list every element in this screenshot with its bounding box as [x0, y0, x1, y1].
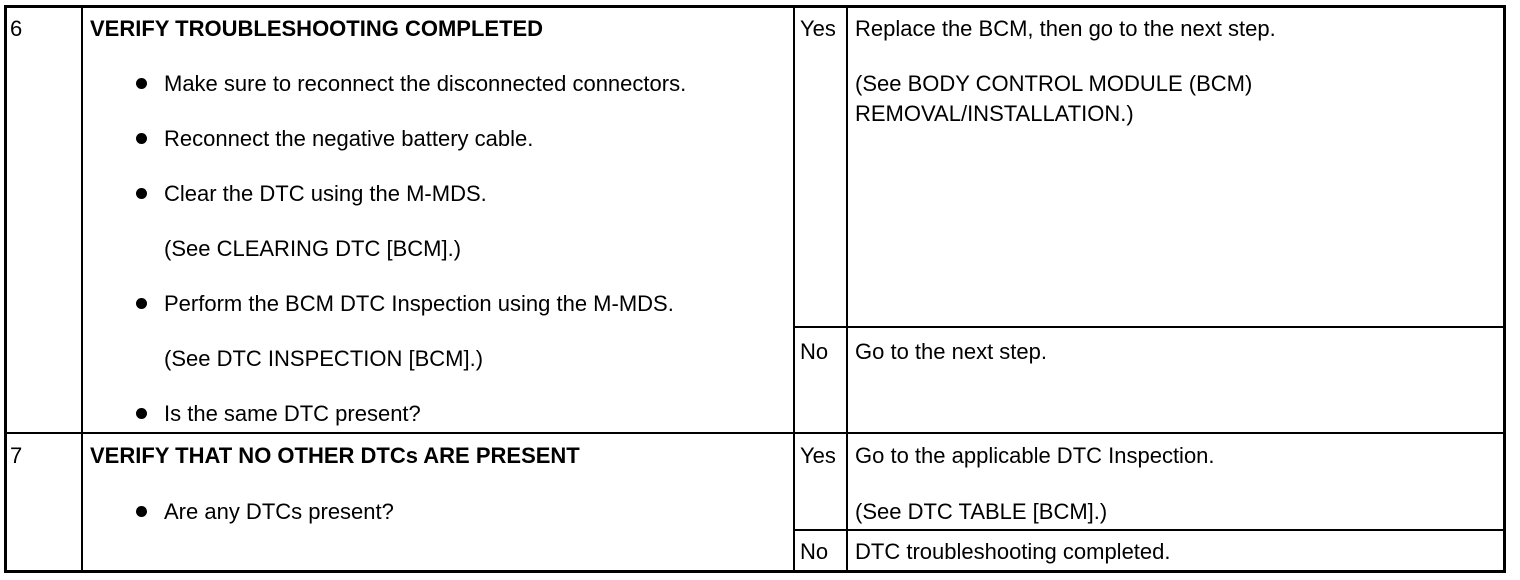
yes-action: Replace the BCM, then go to the next step. — [855, 16, 1276, 41]
step-item: Are any DTCs present? — [164, 499, 394, 524]
step-number: 7 — [10, 443, 23, 468]
bullet-icon — [136, 298, 147, 309]
column-divider — [793, 5, 795, 573]
bullet-icon — [136, 78, 147, 89]
no-action: DTC troubleshooting completed. — [855, 539, 1171, 564]
yes-label: Yes — [800, 443, 836, 468]
yes-reference: (See BODY CONTROL MODULE (BCM) — [855, 71, 1253, 96]
bullet-icon — [136, 133, 147, 144]
bullet-icon — [136, 408, 147, 419]
yes-reference: (See DTC TABLE [BCM].) — [855, 499, 1108, 524]
column-divider — [846, 5, 848, 573]
no-label: No — [800, 339, 829, 364]
step-item: Is the same DTC present? — [164, 401, 421, 426]
step-item: Make sure to reconnect the disconnected connectors. — [164, 71, 687, 96]
no-action: Go to the next step. — [855, 339, 1048, 364]
row-divider — [4, 432, 1506, 434]
yes-action: Go to the applicable DTC Inspection. — [855, 443, 1215, 468]
bullet-icon — [136, 506, 147, 517]
yes-no-divider — [793, 529, 1506, 531]
step-title: VERIFY TROUBLESHOOTING COMPLETED — [90, 16, 544, 41]
step-item-reference: (See CLEARING DTC [BCM].) — [164, 236, 462, 261]
yes-reference: REMOVAL/INSTALLATION.) — [855, 101, 1134, 126]
column-divider — [81, 5, 83, 573]
no-label: No — [800, 539, 829, 564]
yes-no-divider — [793, 326, 1506, 328]
yes-label: Yes — [800, 16, 836, 41]
step-item: Reconnect the negative battery cable. — [164, 126, 534, 151]
bullet-icon — [136, 188, 147, 199]
step-item: Perform the BCM DTC Inspection using the M-MDS. — [164, 291, 674, 316]
step-item-reference: (See DTC INSPECTION [BCM].) — [164, 346, 484, 371]
step-item: Clear the DTC using the M-MDS. — [164, 181, 487, 206]
step-number: 6 — [10, 16, 23, 41]
step-title: VERIFY THAT NO OTHER DTCs ARE PRESENT — [90, 443, 580, 468]
